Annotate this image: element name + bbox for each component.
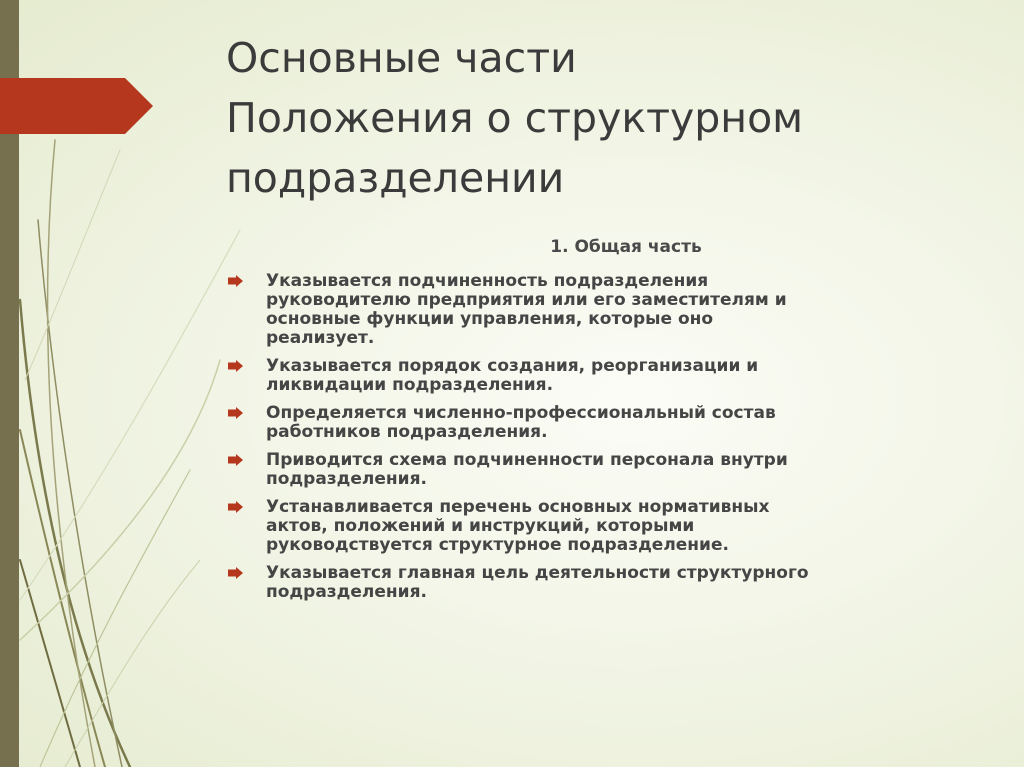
bullet-line: Указывается главная цель деятельности структурного [266, 563, 809, 583]
bullet-line: работников подразделения. [266, 422, 548, 442]
bullet-line: Указывается порядок создания, реорганизации и [266, 356, 759, 376]
slide-title [226, 28, 986, 208]
bullet-line: ликвидации подразделения. [266, 375, 554, 395]
arrow-bullet-icon [228, 454, 243, 466]
title-line: Основные части [226, 34, 577, 82]
arrow-bullet-icon [228, 567, 243, 579]
title-line: подразделении [226, 154, 565, 202]
arrow-bullet-icon [228, 501, 243, 513]
bullet-line: актов, положений и инструкций, которыми [266, 516, 695, 536]
bullet-item [226, 498, 966, 555]
bullet-item [226, 564, 966, 602]
bullet-line: руководствуется структурное подразделение. [266, 535, 729, 555]
bullet-line: Указывается подчиненность подразделения [266, 271, 709, 291]
bullet-item [226, 404, 966, 442]
bullet-line: Определяется численно-профессиональный состав [266, 403, 776, 423]
bullet-line: подразделения. [266, 469, 427, 489]
title-line: Положения о структурном [226, 94, 804, 142]
bullet-line: подразделения. [266, 582, 427, 602]
bullet-item [226, 357, 966, 395]
section-heading: 1. Общая часть [550, 237, 702, 257]
bullet-line: Устанавливается перечень основных нормативных [266, 497, 770, 517]
arrow-bullet-icon [228, 275, 243, 287]
bullet-line: Приводится схема подчиненности персонала внутри [266, 450, 788, 470]
bullet-line: реализует. [266, 328, 375, 348]
bullet-list [226, 272, 966, 611]
bullet-line: руководителю предприятия или его заместителям и [266, 290, 787, 310]
bullet-item [226, 272, 966, 348]
bullet-line: основные функции управления, которые оно [266, 309, 714, 329]
accent-arrow-shape [0, 78, 153, 134]
arrow-bullet-icon [228, 407, 243, 419]
bullet-item [226, 451, 966, 489]
arrow-bullet-icon [228, 360, 243, 372]
